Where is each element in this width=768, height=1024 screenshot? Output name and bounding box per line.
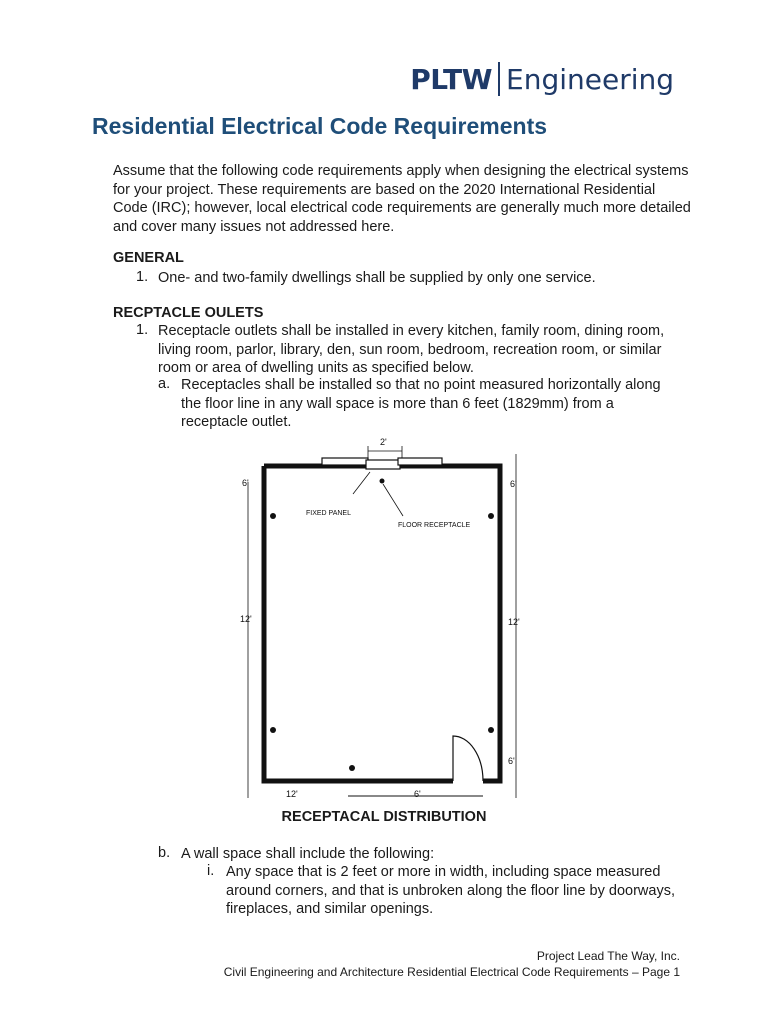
logo-brand: PLTW — [410, 62, 492, 96]
bottom-left-dimension-label: 12' — [286, 789, 298, 799]
receptacle-distribution-diagram — [228, 436, 528, 806]
sub-b-i-text: Any space that is 2 feet or more in width, including space measured around corners, and that is unbroken along the floor line by doorways, fireplaces, and similar openings. — [226, 864, 675, 917]
sub-a-text: Receptacles shall be installed so that no point measured horizontally along the floor line in any wall space is more than 6 feet (1829mm) from a receptacle outlet. — [181, 377, 661, 430]
floor-receptacle-leader — [383, 484, 403, 516]
left-top-dimension-label: 6' — [242, 478, 249, 488]
intro-paragraph: Assume that the following code requirements apply when designing the electrical systems for your project. These requirements are based on the 2020 International Residential Code (IRC); however, local electrical code requirements are generally much more detailed and cover many issues not addressed here. — [113, 163, 691, 235]
right-top-dimension-label: 6' — [510, 479, 517, 489]
receptacle-right-top — [488, 513, 494, 519]
general-item-text: One- and two-family dwellings shall be supplied by only one service. — [158, 270, 596, 286]
general-heading: GENERAL — [113, 250, 184, 266]
fixed-panel-right — [398, 458, 442, 465]
door-swing — [453, 736, 483, 781]
fixed-panel-center — [366, 460, 400, 469]
receptacle-item-number: 1. — [136, 322, 149, 338]
page-title: Residential Electrical Code Requirements — [92, 113, 548, 139]
right-bottom-dimension-label: 6' — [508, 756, 515, 766]
sub-a-number: a. — [158, 376, 171, 392]
receptacle-heading: RECPTACLE OULETS — [113, 305, 264, 321]
sub-b-number: b. — [158, 845, 171, 861]
sub-b-text: A wall space shall include the following: — [181, 846, 435, 862]
top-dimension-label: 2' — [380, 437, 387, 447]
right-mid-dimension-label: 12' — [508, 617, 520, 627]
room-wall-left-bottom — [264, 466, 453, 781]
receptacle-item-text: Receptacle outlets shall be installed in every kitchen, family room, dining room, living room, parlor, library, den, sun room, bedroom, recreation room, or similar room or area of dwelling units as specified below. — [158, 323, 665, 376]
left-mid-dimension-label: 12' — [240, 614, 252, 624]
footer-org: Project Lead The Way, Inc. — [536, 949, 680, 963]
bottom-right-dimension-label: 6' — [414, 789, 421, 799]
pltw-logo — [410, 62, 674, 96]
fixed-panel-left — [322, 458, 368, 465]
diagram-caption: RECEPTACAL DISTRIBUTION — [281, 809, 487, 825]
sub-b-i-number: i. — [207, 863, 215, 879]
room-wall-top-right — [264, 466, 500, 781]
logo-division: Engineering — [506, 62, 674, 96]
receptacle-bottom — [349, 765, 355, 771]
receptacle-left-top — [270, 513, 276, 519]
floor-receptacle — [380, 479, 385, 484]
receptacle-right-bottom — [488, 727, 494, 733]
fixed-panel-leader — [353, 472, 370, 494]
floor-receptacle-label: FLOOR RECEPTACLE — [398, 522, 471, 529]
general-item-number: 1. — [136, 269, 149, 285]
logo-divider — [498, 62, 500, 96]
fixed-panel-label: FIXED PANEL — [306, 510, 351, 517]
footer-course-page: Civil Engineering and Architecture Residential Electrical Code Requirements – Page 1 — [223, 965, 680, 979]
receptacle-left-bottom — [270, 727, 276, 733]
